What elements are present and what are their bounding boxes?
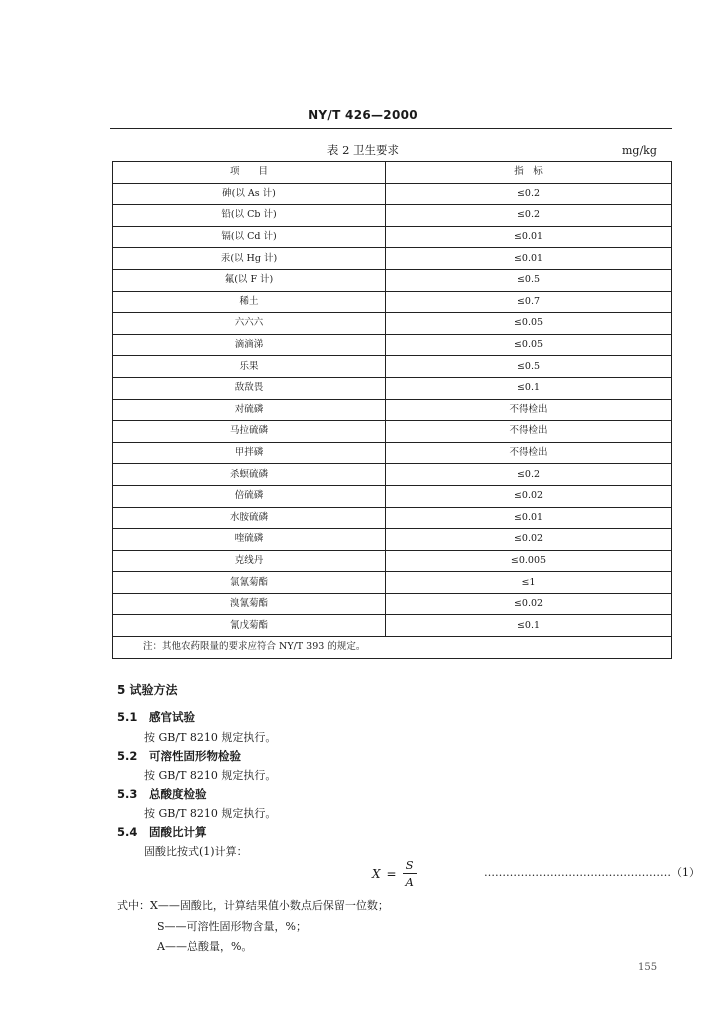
formula: [372, 858, 417, 889]
cell-index: ≤0.005: [386, 550, 672, 572]
cell-item: 氰戊菊酯: [113, 615, 386, 637]
hygiene-requirements-table: [112, 161, 672, 659]
cell-index: 不得检出: [386, 421, 672, 443]
subsection-title: 固酸比计算: [149, 825, 207, 839]
formula-denominator: A: [405, 875, 414, 889]
subsection-5-3-heading: [117, 786, 207, 802]
cell-index: ≤0.02: [386, 593, 672, 615]
cell-index: ≤0.1: [386, 615, 672, 637]
cell-index: ≤0.05: [386, 334, 672, 356]
table-row: [113, 356, 672, 378]
formula-lhs: X: [372, 866, 381, 881]
table-row: [113, 313, 672, 335]
cell-item: 砷(以 As 计): [113, 183, 386, 205]
table-row: [113, 485, 672, 507]
cell-index: ≤0.2: [386, 205, 672, 227]
cell-index: ≤0.1: [386, 377, 672, 399]
table-row: [113, 334, 672, 356]
cell-item: 滴滴涕: [113, 334, 386, 356]
cell-index: ≤0.5: [386, 356, 672, 378]
cell-item: 铅(以 Cb 计): [113, 205, 386, 227]
table-row: [113, 291, 672, 313]
table-row: [113, 529, 672, 551]
table-row: [113, 248, 672, 270]
table-row: [113, 572, 672, 594]
table-row: [113, 550, 672, 572]
cell-index: ≤0.2: [386, 464, 672, 486]
cell-item: 汞(以 Hg 计): [113, 248, 386, 270]
subsection-title: 可溶性固形物检验: [149, 749, 241, 763]
table-row: [113, 442, 672, 464]
cell-item: 氯氰菊酯: [113, 572, 386, 594]
table-row: [113, 507, 672, 529]
cell-item: 对硫磷: [113, 399, 386, 421]
formula-fraction: [403, 858, 417, 889]
subsection-number: 5.4: [117, 825, 138, 839]
subsection-5-1-heading: [117, 709, 195, 725]
cell-index: 不得检出: [386, 442, 672, 464]
subsection-5-4-heading: [117, 824, 207, 840]
subsection-5-1-body: 按 GB/T 8210 规定执行。: [144, 731, 277, 744]
cell-item: 甲拌磷: [113, 442, 386, 464]
cell-item: 敌敌畏: [113, 377, 386, 399]
cell-index: ≤1: [386, 572, 672, 594]
cell-index: ≤0.02: [386, 485, 672, 507]
subsection-title: 总酸度检验: [149, 787, 207, 801]
cell-item: 溴氰菊酯: [113, 593, 386, 615]
cell-item: 镉(以 Cd 计): [113, 226, 386, 248]
header-rule: [110, 128, 672, 129]
column-header-index: 指 标: [386, 162, 672, 184]
section-title: 5 试验方法: [117, 683, 178, 697]
where-intro: 式中：X——固酸比，计算结果值小数点后保留一位数；: [117, 899, 389, 912]
table-row: [113, 421, 672, 443]
cell-item: 马拉硫磷: [113, 421, 386, 443]
cell-index: ≤0.01: [386, 248, 672, 270]
table-note-row: [113, 637, 672, 659]
table-row: [113, 615, 672, 637]
cell-index: 不得检出: [386, 399, 672, 421]
table-unit: mg/kg: [622, 144, 657, 157]
cell-index: ≤0.05: [386, 313, 672, 335]
cell-index: ≤0.02: [386, 529, 672, 551]
subsection-5-2-heading: [117, 748, 241, 764]
cell-index: ≤0.5: [386, 269, 672, 291]
table-note: 注：其他农药限量的要求应符合 NY/T 393 的规定。: [113, 637, 672, 659]
page-number: 155: [638, 962, 658, 973]
table-row: [113, 183, 672, 205]
where-a: A——总酸量，%。: [157, 940, 253, 953]
cell-item: 喹硫磷: [113, 529, 386, 551]
fraction-bar: [403, 873, 417, 874]
cell-index: ≤0.01: [386, 507, 672, 529]
table-row: [113, 269, 672, 291]
cell-index: ≤0.7: [386, 291, 672, 313]
subsection-5-4-body: 固酸比按式(1)计算：: [144, 845, 248, 858]
cell-item: 乐果: [113, 356, 386, 378]
cell-item: 六六六: [113, 313, 386, 335]
table-row: [113, 399, 672, 421]
table-row: [113, 205, 672, 227]
cell-item: 倍硫磷: [113, 485, 386, 507]
column-header-item: 项 目: [113, 162, 386, 184]
subsection-title: 感官试验: [149, 710, 195, 724]
table-header-row: [113, 162, 672, 184]
table-row: [113, 226, 672, 248]
subsection-5-3-body: 按 GB/T 8210 规定执行。: [144, 807, 277, 820]
subsection-number: 5.1: [117, 710, 138, 724]
cell-index: ≤0.2: [386, 183, 672, 205]
formula-number: ……………………………………………（1）: [484, 866, 700, 879]
subsection-number: 5.3: [117, 787, 138, 801]
table-row: [113, 464, 672, 486]
formula-numerator: S: [405, 858, 414, 872]
table-row: [113, 377, 672, 399]
cell-item: 氟(以 F 计): [113, 269, 386, 291]
cell-item: 杀螟硫磷: [113, 464, 386, 486]
table-title: 表 2 卫生要求: [326, 143, 400, 157]
where-s: S——可溶性固形物含量，%；: [157, 920, 307, 933]
formula-equals: =: [386, 866, 397, 881]
subsection-5-2-body: 按 GB/T 8210 规定执行。: [144, 769, 277, 782]
cell-index: ≤0.01: [386, 226, 672, 248]
cell-item: 水胺硫磷: [113, 507, 386, 529]
standard-code: NY/T 426—2000: [308, 108, 418, 122]
subsection-number: 5.2: [117, 749, 138, 763]
table-row: [113, 593, 672, 615]
cell-item: 稀土: [113, 291, 386, 313]
cell-item: 克线丹: [113, 550, 386, 572]
